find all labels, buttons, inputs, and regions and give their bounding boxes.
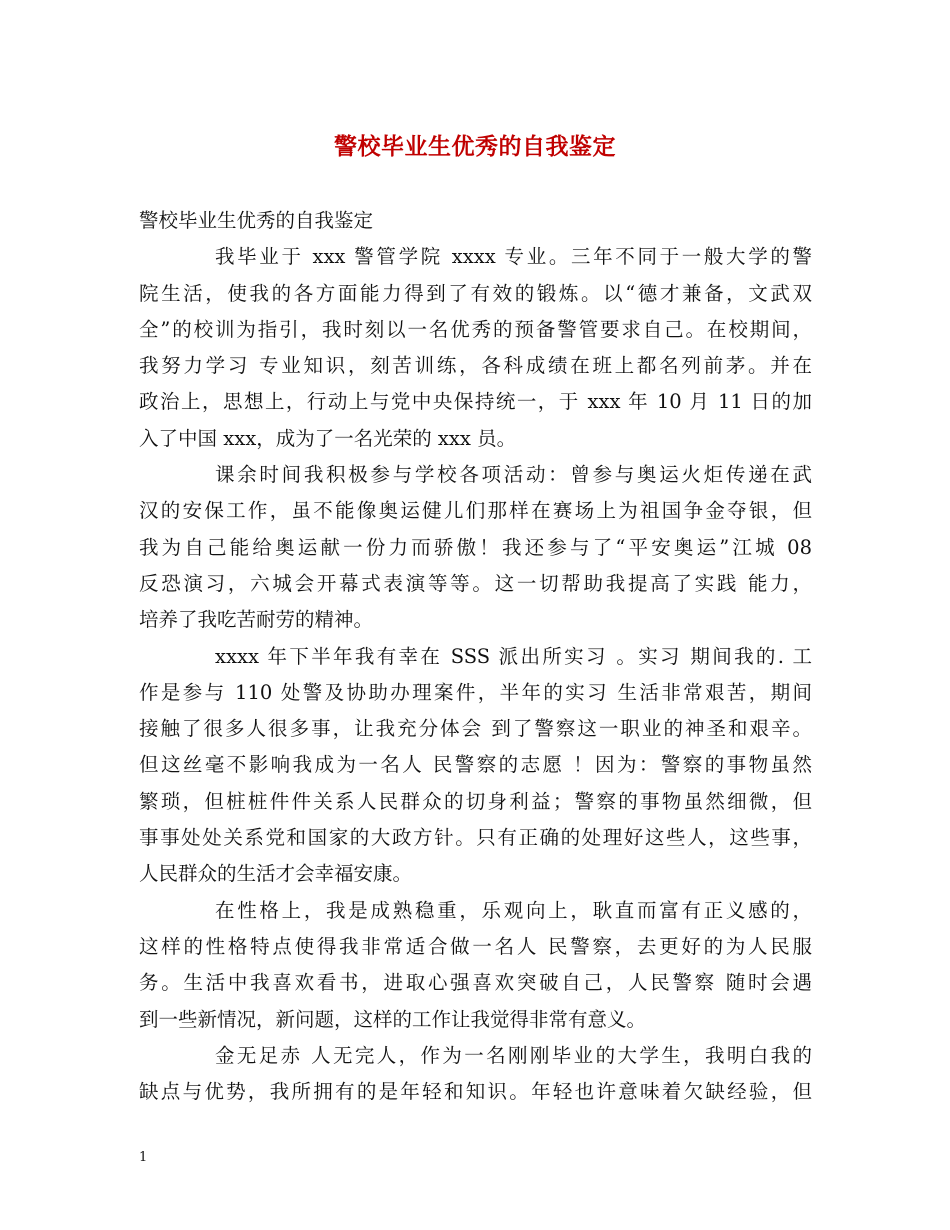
document-body [139,203,812,1110]
text-line: 我毕业于 xxx 警管学院 xxxx 专业。三年不同于一般大学的警 [215,245,812,269]
body-subtitle: 警校毕业生优秀的自我鉴定 [139,209,374,232]
text-line: 在性格上，我是成熟稳重，乐观向上，耿直而富有正义感的， [215,898,812,922]
text-line: 接触了很多人很多事，让我充分体会 到了警察这一职业的神圣和艰辛。 [139,717,812,741]
text-line: 培养了我吃苦耐劳的精神。 [139,608,374,632]
text-line: 入了中国 xxx，成为了一名光荣的 xxx 员。 [139,426,517,450]
text-line: 作是参与 110 处警及协助办理案件，半年的实习 生活非常艰苦，期间 [139,680,812,704]
text-line: 政治上，思想上，行动上与党中央保持统一，于 xxx 年 10 月 11 日的加 [139,390,812,414]
text-line: 务。生活中我喜欢看书，进取心强喜欢突破自己，人民警察 随时会遇 [139,971,812,995]
page-number: 1 [139,1150,148,1165]
text-line: 我为自己能给奥运献一份力而骄傲！我还参与了“平安奥运”江城 08 [139,535,812,559]
text-line: 繁琐，但桩桩件件关系人民群众的切身利益；警察的事物虽然细微，但 [139,789,812,813]
text-line: 事事处处关系党和国家的大政方针。只有正确的处理好这些人，这些事， [139,826,812,850]
document-title: 警校毕业生优秀的自我鉴定 [334,133,616,160]
text-line: xxxx 年下半年我有幸在 SSS 派出所实习 。实习 期间我的. 工 [215,644,812,668]
text-line: 全”的校训为指引，我时刻以一名优秀的预备警管要求自己。在校期间， [139,317,812,341]
text-line: 汉的安保工作，虽不能像奥运健儿们那样在赛场上为祖国争金夺银，但 [139,499,812,523]
text-line: 金无足赤 人无完人，作为一名刚刚毕业的大学生，我明白我的 [215,1043,812,1067]
text-line: 我努力学习 专业知识，刻苦训练，各科成绩在班上都名列前茅。并在 [139,354,812,378]
text-line: 这样的性格特点使得我非常适合做一名人 民警察，去更好的为人民服 [139,934,812,958]
text-line: 课余时间我积极参与学校各项活动：曾参与奥运火炬传递在武 [215,463,812,487]
text-line: 缺点与优势，我所拥有的是年轻和知识。年轻也许意味着欠缺经验，但 [139,1080,812,1104]
text-line: 到一些新情况，新问题，这样的工作让我觉得非常有意义。 [139,1007,647,1031]
text-line: 院生活，使我的各方面能力得到了有效的锻炼。以“德才兼备，文武双 [139,281,812,305]
text-line: 但这丝毫不影响我成为一名人 民警察的志愿 ！因为：警察的事物虽然 [139,753,812,777]
text-line: 反恐演习，六城会开幕式表演等等。这一切帮助我提高了实践 能力， [139,571,812,595]
text-line: 人民群众的生活才会幸福安康。 [139,862,413,886]
